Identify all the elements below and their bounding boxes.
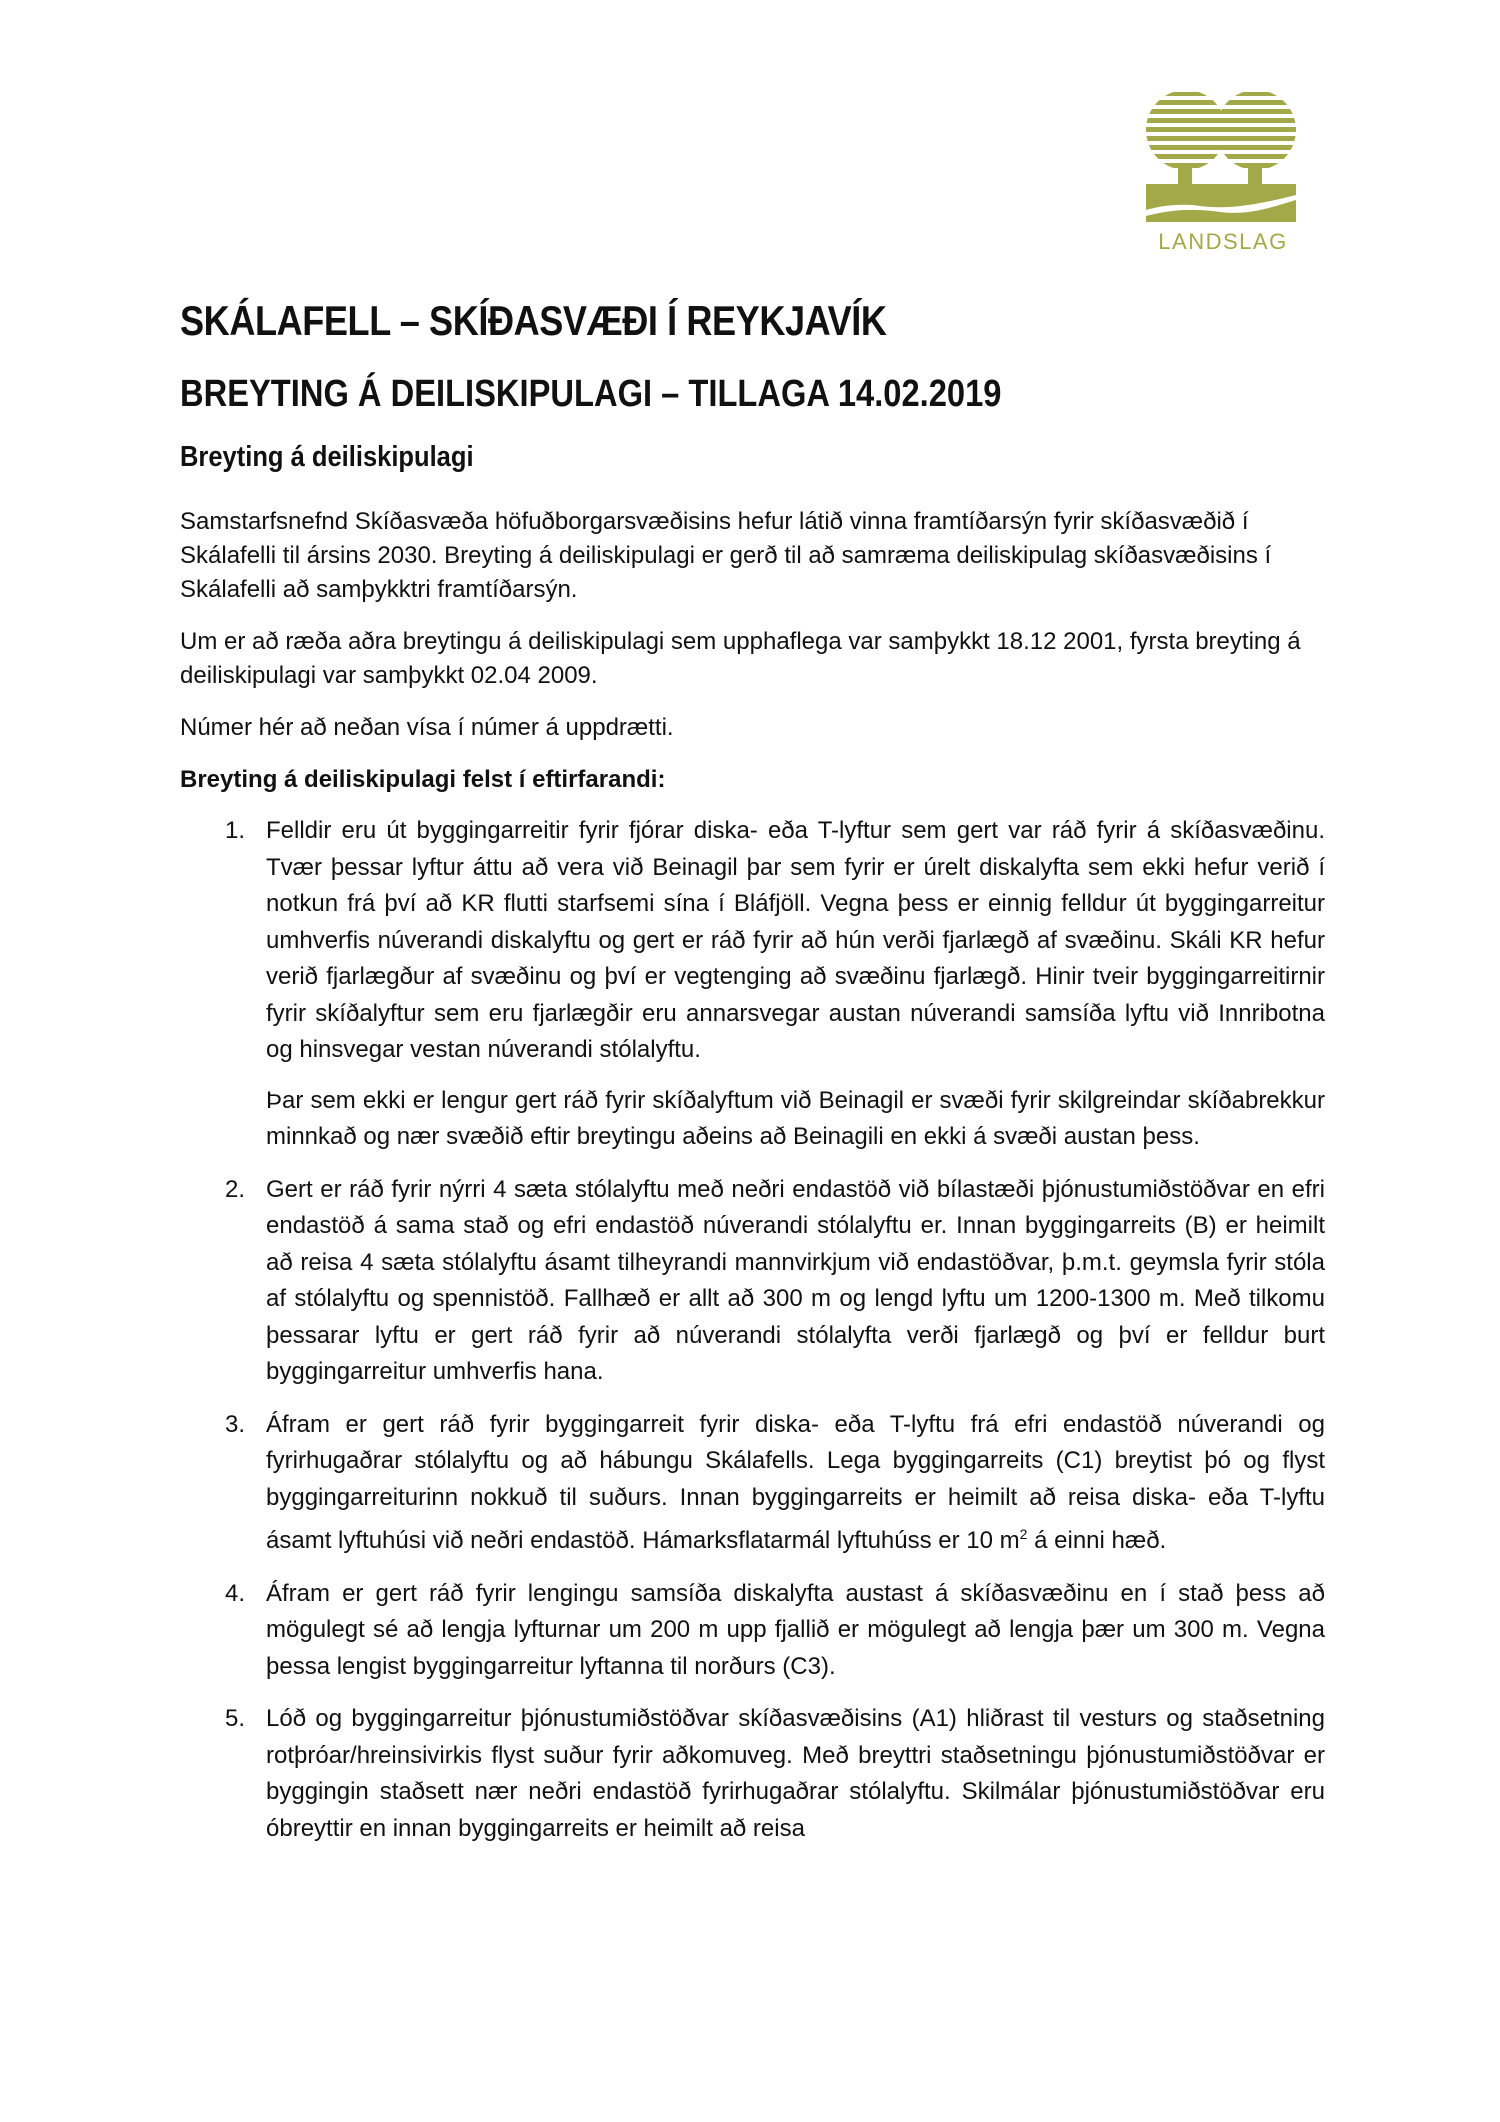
list-item	[180, 1407, 1325, 1560]
section-heading: Breyting á deiliskipulagi	[180, 441, 474, 473]
list-item	[180, 1576, 1325, 1686]
item-text-main: Áfram er gert ráð fyrir byggingarreit fyrir diska- eða T-lyftu frá efri endastöð núverandi og fyrirhugaðrar stólalyftu og að hábungu Skálafells. Lega byggingarreits (C1) breytist þó og flyst byggingarreiturinn nokkuð til suðurs. Innan byggingarreits er heimilt að reisa diska- eða T-lyftu ásamt lyftuhúsi við neðri endastöð. Hámarksflatarmál lyftuhúss er 10 m	[266, 1410, 1325, 1554]
changes-list	[180, 813, 1325, 1847]
item-number: 4.	[225, 1579, 246, 1607]
trees-landscape-icon	[1140, 92, 1302, 227]
document-body	[180, 295, 1325, 1863]
list-item	[180, 813, 1325, 1156]
numbering-note: Númer hér að neðan vísa í númer á uppdrætti.	[180, 714, 674, 741]
item-subtext: Þar sem ekki er lengur gert ráð fyrir skíðalyftum við Beinagil er svæði fyrir skilgreindar skíðabrekkur minnkað og nær svæðið eftir breytingu aðeins að Beinagili en ekki á svæði austan þess.	[266, 1086, 1325, 1150]
list-heading: Breyting á deiliskipulagi felst í eftirfarandi:	[180, 766, 666, 793]
item-number: 3.	[225, 1410, 246, 1438]
intro-paragraph: Samstarfsnefnd Skíðasvæða höfuðborgarsvæðisins hefur látið vinna framtíðarsýn fyrir skíðasvæðið í Skálafelli til ársins 2030. Breyting á deiliskipulagi er gerð til að samræma deiliskipulag skíðasvæðisins í Skálafelli að samþykktri framtíðarsýn.	[180, 508, 1272, 603]
history-paragraph: Um er að ræða aðra breytingu á deiliskipulagi sem upphaflega var samþykkt 18.12 2001, fyrsta breyting á deiliskipulagi var samþykkt 02.04 2009.	[180, 628, 1301, 689]
item-number: 2.	[225, 1175, 246, 1203]
list-item	[180, 1172, 1325, 1391]
item-number: 5.	[225, 1705, 246, 1732]
item-text: Lóð og byggingarreitur þjónustumiðstöðvar skíðasvæðisins (A1) hliðrast til vesturs og staðsetning rotþróar/hreinsivirkis flyst suður fyrir aðkomuveg. Með breyttri staðsetningu þjónustumiðstöðvar er byggingin staðsett nær neðri endastöð fyrirhugaðrar stólalyftu. Skilmálar þjónustumiðstöðvar eru óbreyttir en innan byggingarreits er heimilt að reisa	[266, 1705, 1325, 1842]
item-text	[266, 1407, 1325, 1560]
item-number: 1.	[225, 817, 246, 844]
item-text: Áfram er gert ráð fyrir lengingu samsíða diskalyfta austast á skíðasvæðinu en í stað þess að mögulegt sé að lengja lyfturnar um 200 m upp fjallið er mögulegt að lengja þær um 300 m. Vegna þessa lengist byggingarreitur lyftanna til norðurs (C3).	[266, 1579, 1325, 1680]
item-text: Felldir eru út byggingarreitir fyrir fjórar diska- eða T-lyftur sem gert var ráð fyrir á skíðasvæðinu. Tvær þessar lyftur áttu að vera við Beinagil þar sem fyrir er úrelt diskalyfta sem ekki hefur verið í notkun frá því að KR flutti starfsemi sína í Bláfjöll. Vegna þess er einnig felldur út byggingarreitur umhverfis núverandi diskalyftu og gert er ráð fyrir að hún verði fjarlægð af svæðinu. Skáli KR hefur verið fjarlægður af svæðinu og því er vegtenging að svæðinu fjarlægð. Hinir tveir byggingarreitirnir fyrir skíðalyftur sem eru fjarlægðir eru annarsvegar austan núverandi samsíða lyftu við Innribotna og hinsvegar vestan núverandi stólalyftu.	[266, 817, 1325, 1063]
item-text-tail: á einni hæð.	[1027, 1527, 1167, 1554]
item-text: Gert er ráð fyrir nýrri 4 sæta stólalyftu með neðri endastöð við bílastæði þjónustumiðstöðvar en efri endastöð á sama stað og efri endastöð núverandi stólalyftu er. Innan byggingarreits (B) er heimilt að reisa 4 sæta stólalyftu ásamt tilheyrandi mannvirkjum við endastöðvar, þ.m.t. geymsla fyrir stóla af stólalyftu og spennistöð. Fallhæð er allt að 300 m og lengd lyftu um 1200-1300 m. Með tilkomu þessarar lyftu er gert ráð fyrir að núverandi stólalyfta verði fjarlægð og því er felldur burt byggingarreitur umhverfis hana.	[266, 1175, 1325, 1385]
list-item	[180, 1701, 1325, 1847]
document-subtitle: BREYTING Á DEILISKIPULAGI – TILLAGA 14.02.2019	[180, 373, 1002, 415]
logo-wordmark: LANDSLAG	[1158, 229, 1288, 254]
superscript: 2	[1019, 1526, 1028, 1542]
document-title: SKÁLAFELL – SKÍÐASVÆÐI Í REYKJAVÍK	[180, 297, 887, 344]
